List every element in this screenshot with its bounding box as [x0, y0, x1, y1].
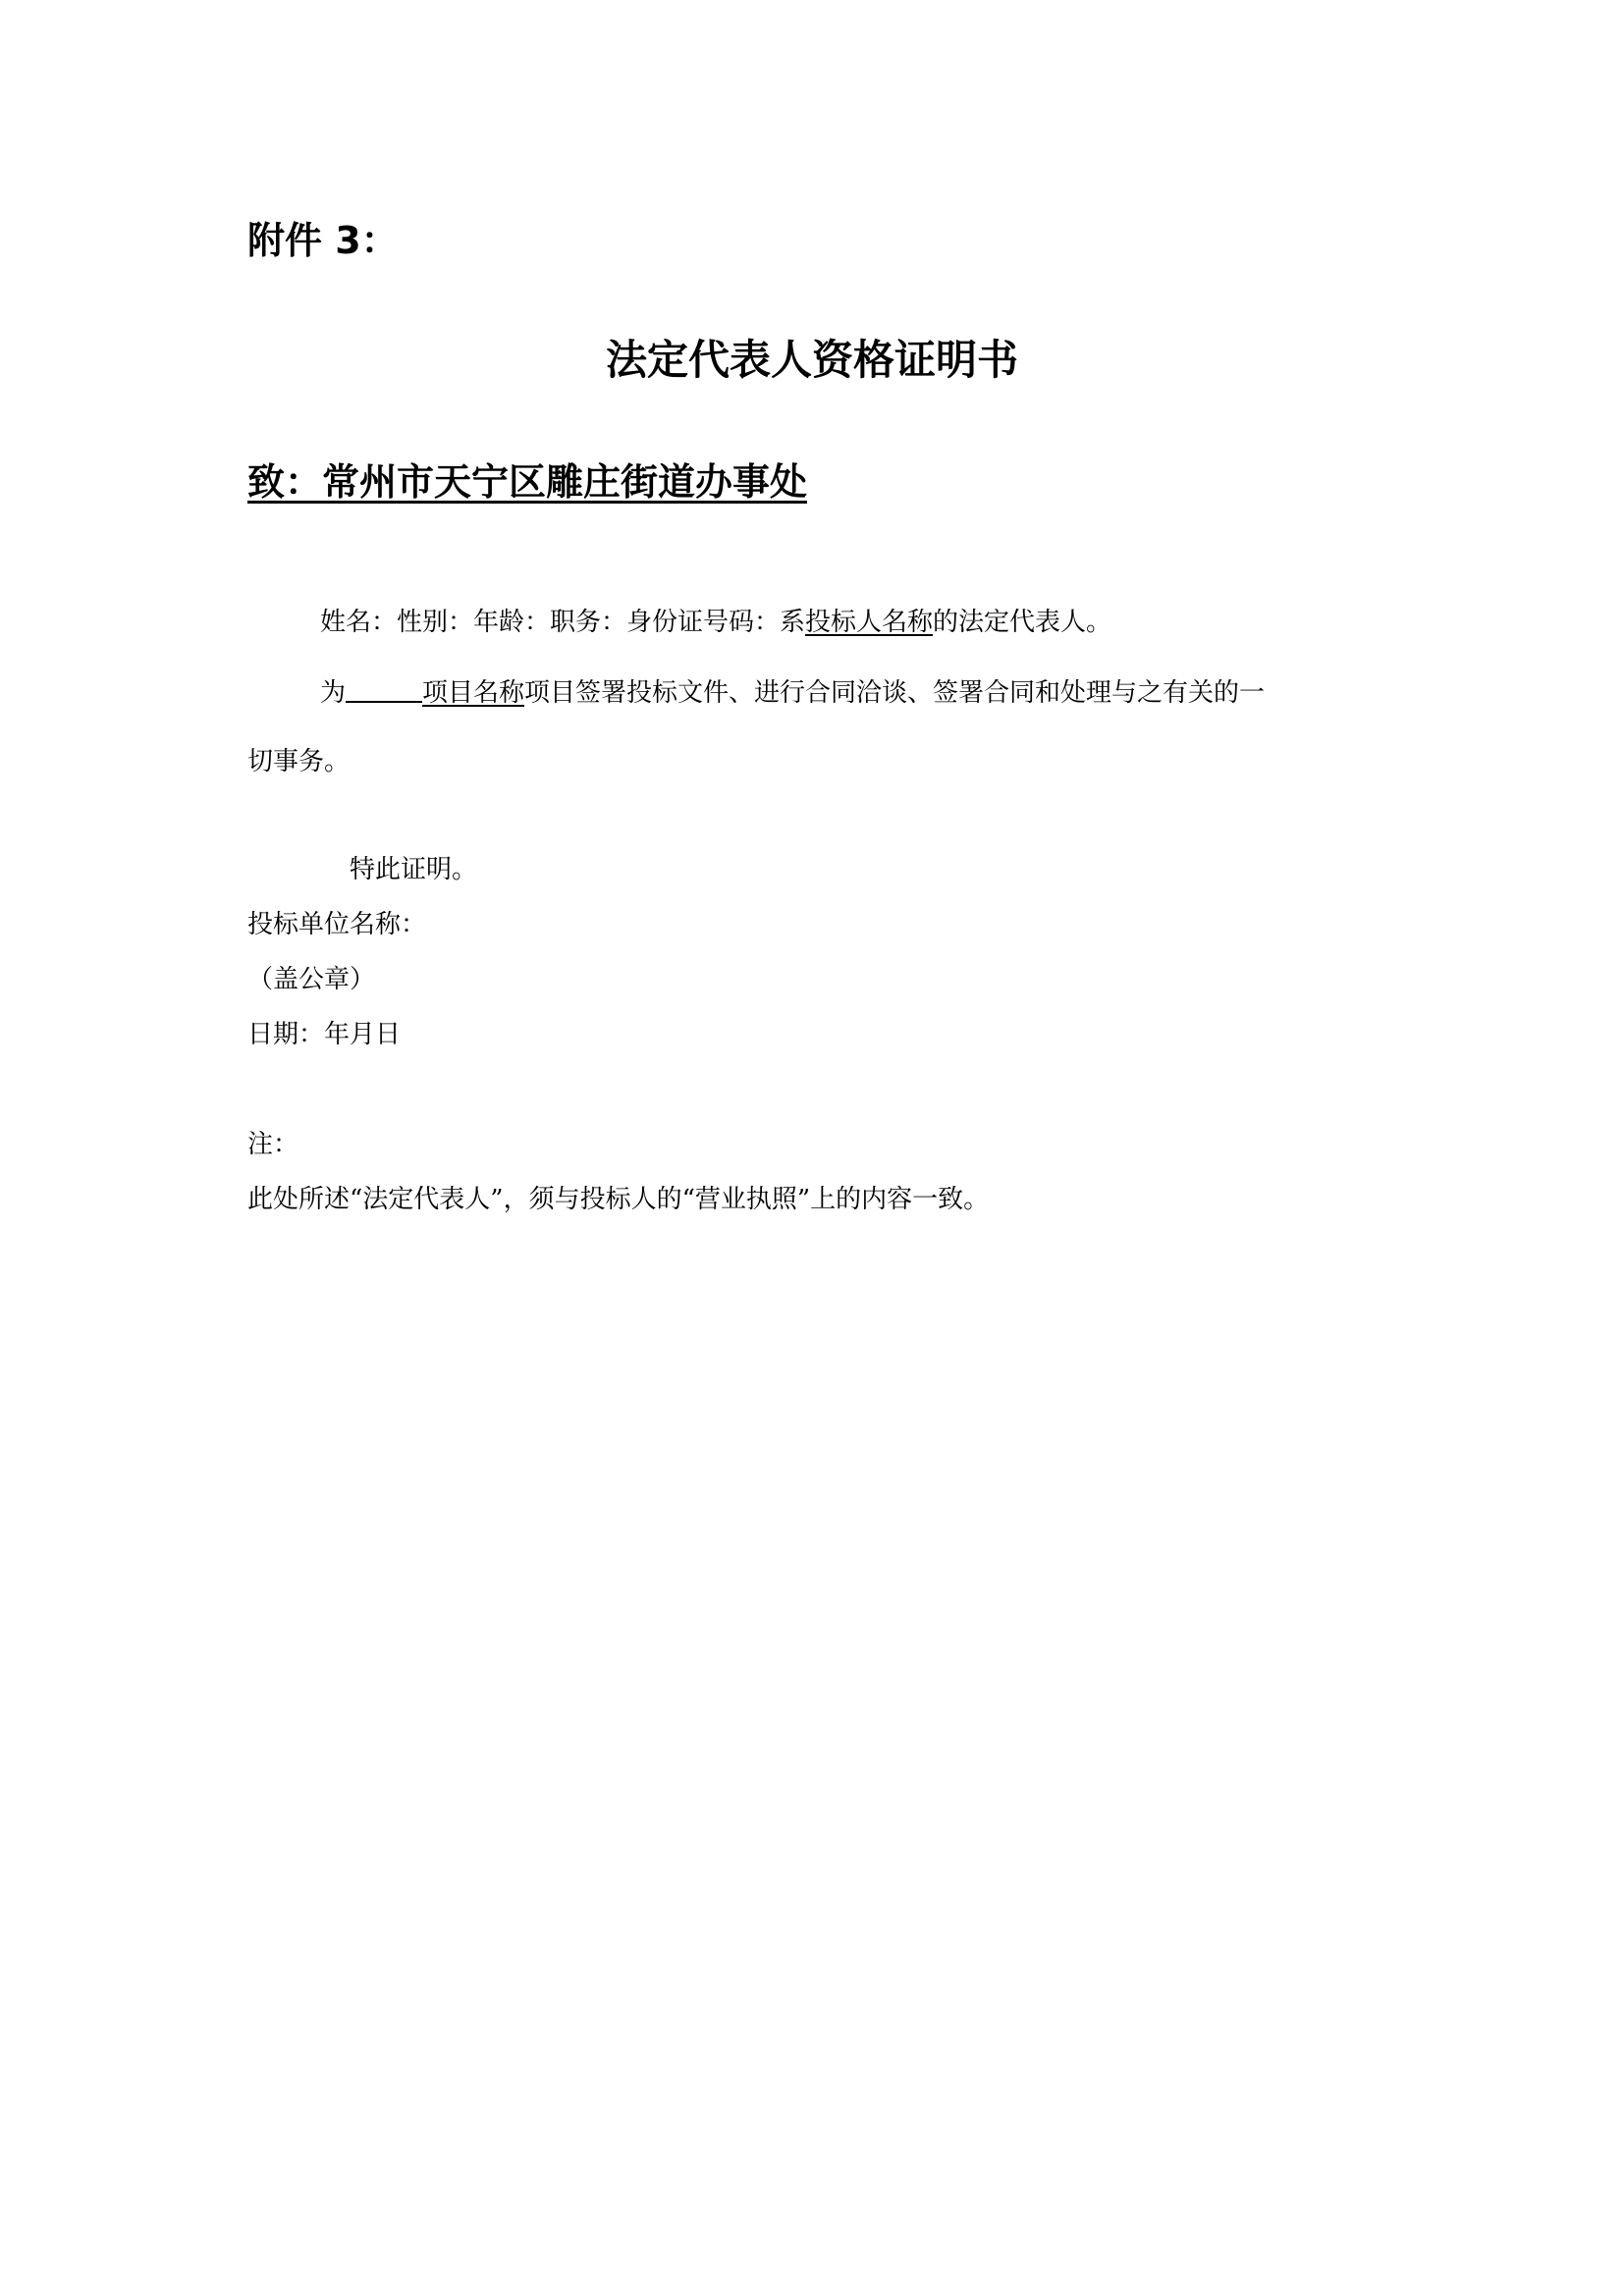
personal-info-line	[320, 605, 1111, 640]
authorization-line	[320, 675, 1265, 711]
personal-info-prefix: 姓名：性别：年龄：职务：身份证号码：系	[320, 608, 806, 637]
bidder-unit-label: 投标单位名称：	[247, 910, 427, 939]
attachment-label: 附件 3：	[247, 219, 399, 262]
project-blank-underline	[346, 675, 422, 703]
document-title: 法定代表人资格证明书	[605, 336, 1018, 384]
note-text: 此处所述“法定代表人”，须与投标人的“营业执照”上的内容一致。	[247, 1185, 990, 1214]
note-label: 注：	[247, 1130, 299, 1159]
authorization-suffix: 项目签署投标文件、进行合同洽谈、签署合同和处理与之有关的一	[524, 678, 1266, 708]
project-name-placeholder: 项目名称	[422, 678, 525, 708]
date-label: 日期：年月日	[247, 1020, 402, 1049]
authorization-continuation: 切事务。	[247, 747, 351, 776]
recipient-line: 致：常州市天宁区雕庄街道办事处	[247, 460, 808, 504]
certification-statement: 特此证明。	[350, 855, 478, 884]
bidder-name-placeholder: 投标人名称	[805, 608, 934, 637]
personal-info-suffix: 的法定代表人。	[933, 608, 1112, 637]
authorization-prefix: 为	[320, 678, 347, 708]
seal-label: （盖公章）	[247, 965, 376, 994]
